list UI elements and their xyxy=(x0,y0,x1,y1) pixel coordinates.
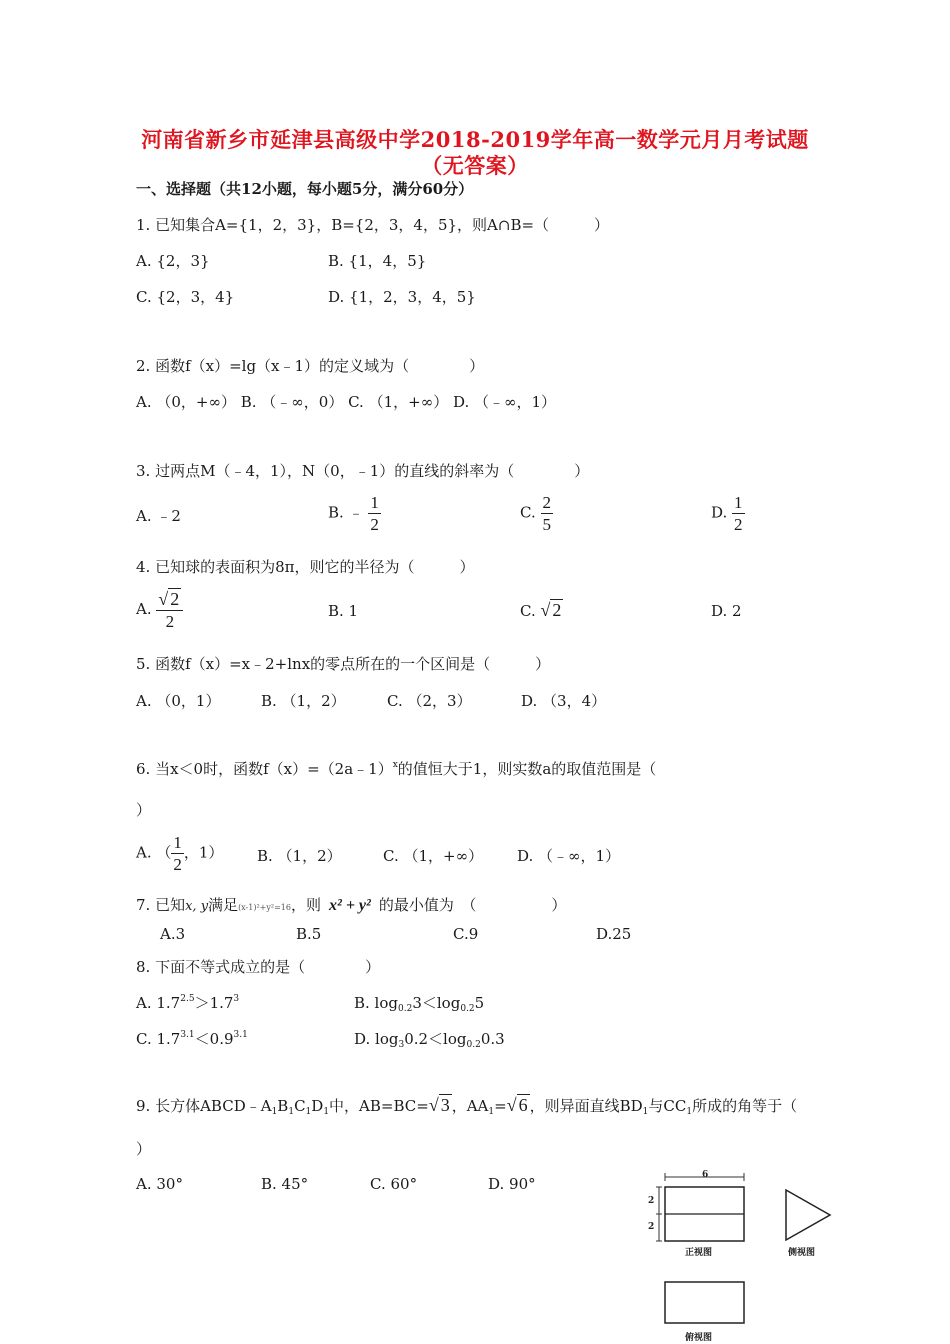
three-view-figure xyxy=(640,1168,840,1344)
q8-b-text3: 5 xyxy=(474,994,485,1012)
q6-option-c: C. （1，+∞） xyxy=(383,847,484,865)
q7-stem-a: 7. 已知 xyxy=(136,896,186,914)
q3-b-fraction xyxy=(368,494,381,533)
q3-option-d xyxy=(711,494,745,533)
q9-text-c: C xyxy=(294,1097,306,1115)
q1-option-b: B. {1，4，5} xyxy=(328,252,427,270)
q5-stem: 5. 函数f（x）=x﹣2+lnx的零点所在的一个区间是（ ） xyxy=(136,655,551,673)
q8-b-text2: 3＜log xyxy=(412,994,461,1012)
q6-a-num: 1 xyxy=(173,833,182,852)
q7-stem xyxy=(136,894,566,915)
q4-option-d: D. 2 xyxy=(711,602,742,620)
q8-option-c xyxy=(136,1028,248,1049)
q1-stem: 1. 已知集合A={1，2，3}，B={2，3，4，5}，则A∩B=（ ） xyxy=(136,216,610,234)
q9-text-i: 与CC xyxy=(648,1097,687,1115)
q9-sub5: 1 xyxy=(488,1107,495,1117)
q3-c-num: 2 xyxy=(542,493,551,512)
front-view-left-dimension-1: 2 xyxy=(648,1196,655,1206)
q9-text-j: 所成的角等于（ xyxy=(692,1097,798,1115)
q3-c-fraction xyxy=(541,494,554,533)
q3-d-num: 1 xyxy=(734,493,743,512)
q3-c-den: 5 xyxy=(542,515,551,534)
q8-b-base1: 0.2 xyxy=(398,1004,413,1014)
q8-a-exp2: 3 xyxy=(233,994,240,1004)
q7-option-d: D.25 xyxy=(596,925,632,943)
q8-d-base1: 3 xyxy=(398,1040,405,1050)
q4-a-den: 2 xyxy=(165,612,175,631)
q4-a-fraction xyxy=(156,590,183,630)
q9-option-b: B. 45° xyxy=(261,1175,309,1193)
side-view-label: 侧视图 xyxy=(788,1248,816,1258)
q6-stem-end: ） xyxy=(136,801,152,819)
q6-a-suffix: ，1） xyxy=(183,843,224,862)
q7-condition: (x-1)²+y²=16 xyxy=(238,903,291,912)
title-line2: （无答案） xyxy=(421,153,529,178)
q9-root1: 3 xyxy=(440,1095,450,1115)
q8-stem: 8. 下面不等式成立的是（ ） xyxy=(136,958,381,976)
q8-d-base2: 0.2 xyxy=(466,1040,481,1050)
q6-a-den: 2 xyxy=(173,855,182,874)
q4-option-b: B. 1 xyxy=(328,602,359,620)
q6-option-d: D. （﹣∞，1） xyxy=(517,847,621,865)
q6-stem-b: 的值恒大于1，则实数a的取值范围是（ xyxy=(397,760,657,778)
q8-d-text2: 0.2＜log xyxy=(404,1030,467,1048)
q7-option-c: C.9 xyxy=(453,925,479,943)
q8-c-text2: ＜0.9 xyxy=(194,1030,234,1048)
q4-a-prefix: A. xyxy=(136,600,152,618)
q4-c-rad: 2 xyxy=(552,600,562,620)
q6-exponent: x xyxy=(392,760,398,770)
q8-d-text3: 0.3 xyxy=(480,1030,505,1048)
q8-a-exp1: 2.5 xyxy=(180,994,195,1004)
q3-d-prefix: D. xyxy=(711,503,728,522)
q3-stem: 3. 过两点M（﹣4，1），N（0，﹣1）的直线的斜率为（ ） xyxy=(136,462,590,480)
q9-option-d: D. 90° xyxy=(488,1175,536,1193)
front-view-left-dimension-2: 2 xyxy=(648,1222,655,1232)
q7-stem-c: ，则 xyxy=(291,896,322,914)
q9-text-g: = xyxy=(494,1097,507,1115)
q4-option-a xyxy=(136,590,183,630)
q4-a-num-root xyxy=(156,590,183,611)
q9-text-f: ，AA xyxy=(451,1097,489,1115)
q3-option-a: A. ﹣2 xyxy=(136,507,181,525)
q7-option-b: B.5 xyxy=(296,925,322,943)
q3-d-den: 2 xyxy=(734,515,743,534)
q5-option-a: A. （0，1） xyxy=(136,692,221,710)
q6-a-prefix: A. （ xyxy=(136,843,172,862)
q3-option-b xyxy=(328,494,381,533)
q8-c-text1: C. 1.7 xyxy=(136,1030,181,1048)
q9-sub3: 1 xyxy=(305,1107,312,1117)
q5-option-b: B. （1，2） xyxy=(261,692,346,710)
q7-stem-d: 的最小值为 （ ） xyxy=(378,896,567,914)
q8-option-b xyxy=(354,992,484,1014)
q7-stem-b: 满足 xyxy=(208,896,239,914)
q3-d-fraction xyxy=(732,494,745,533)
q9-stem-end: ） xyxy=(136,1140,152,1158)
q9-stem xyxy=(136,1095,797,1117)
q3-option-c xyxy=(520,494,553,533)
q9-sub4: 1 xyxy=(323,1107,330,1117)
q9-text-d: D xyxy=(311,1097,324,1115)
q8-option-d xyxy=(354,1028,505,1050)
q6-option-a xyxy=(136,834,223,873)
q9-sub6: 1 xyxy=(642,1107,649,1117)
top-view-label: 俯视图 xyxy=(685,1333,713,1343)
q2-stem: 2. 函数f（x）=lg（x﹣1）的定义域为（ ） xyxy=(136,357,485,375)
q3-b-prefix: B. ﹣ xyxy=(328,503,364,522)
q9-text-a: 9. 长方体ABCD﹣A xyxy=(136,1097,272,1115)
q9-text-h: ，则异面直线BD xyxy=(529,1097,643,1115)
q4-a-num: 2 xyxy=(170,589,180,609)
sqrt-symbol: √ xyxy=(540,600,551,620)
section-heading: 一、选择题（共12小题，每小题5分，满分60分） xyxy=(136,180,474,198)
q6-stem xyxy=(136,758,656,779)
q8-a-text1: A. 1.7 xyxy=(136,994,181,1012)
sqrt-symbol: √ xyxy=(158,589,169,609)
q9-root2: 6 xyxy=(518,1095,528,1115)
q9-sub1: 1 xyxy=(271,1107,278,1117)
q2-options: A. （0，+∞） B. （﹣∞，0） C. （1，+∞） D. （﹣∞，1） xyxy=(136,393,557,411)
sqrt-symbol: √ xyxy=(428,1095,439,1115)
q9-text-b: B xyxy=(277,1097,289,1115)
q9-sub7: 1 xyxy=(686,1107,693,1117)
front-view-label: 正视图 xyxy=(685,1248,713,1258)
q6-stem-a: 6. 当x＜0时，函数f（x）=（2a﹣1） xyxy=(136,760,393,778)
q9-sub2: 1 xyxy=(288,1107,295,1117)
front-view-top-dimension: 6 xyxy=(702,1170,709,1180)
q5-option-d: D. （3，4） xyxy=(521,692,607,710)
q9-option-a: A. 30° xyxy=(136,1175,183,1193)
q6-a-fraction xyxy=(171,834,184,873)
q9-option-c: C. 60° xyxy=(370,1175,418,1193)
q8-c-exp1: 3.1 xyxy=(180,1030,195,1040)
q4-c-prefix: C. xyxy=(520,602,536,620)
q3-b-den: 2 xyxy=(370,515,379,534)
q8-b-text1: B. log xyxy=(354,994,398,1012)
q1-option-c: C. {2，3，4} xyxy=(136,288,235,306)
q3-c-prefix: C. xyxy=(520,503,536,522)
sqrt-symbol: √ xyxy=(506,1095,517,1115)
q5-option-c: C. （2，3） xyxy=(387,692,472,710)
q7-expression: x² + y² xyxy=(329,897,371,914)
title-line1: 河南省新乡市延津县高级中学2018-2019学年高一数学元月月考试题 xyxy=(141,127,809,152)
q7-option-a: A.3 xyxy=(160,925,186,943)
q8-option-a xyxy=(136,992,239,1013)
q7-vars: x, y xyxy=(185,899,209,914)
q4-stem: 4. 已知球的表面积为8π，则它的半径为（ ） xyxy=(136,558,475,576)
q8-d-text1: D. log xyxy=(354,1030,399,1048)
q1-option-d: D. {1，2，3，4，5} xyxy=(328,288,476,306)
q8-c-exp2: 3.1 xyxy=(233,1030,248,1040)
q4-option-c xyxy=(520,600,563,621)
q8-b-base2: 0.2 xyxy=(460,1004,475,1014)
q8-a-text2: ＞1.7 xyxy=(194,994,234,1012)
q9-text-e: 中，AB=BC= xyxy=(329,1097,429,1115)
q6-option-b: B. （1，2） xyxy=(257,847,342,865)
q1-option-a: A. {2，3} xyxy=(136,252,210,270)
q3-b-num: 1 xyxy=(370,493,379,512)
